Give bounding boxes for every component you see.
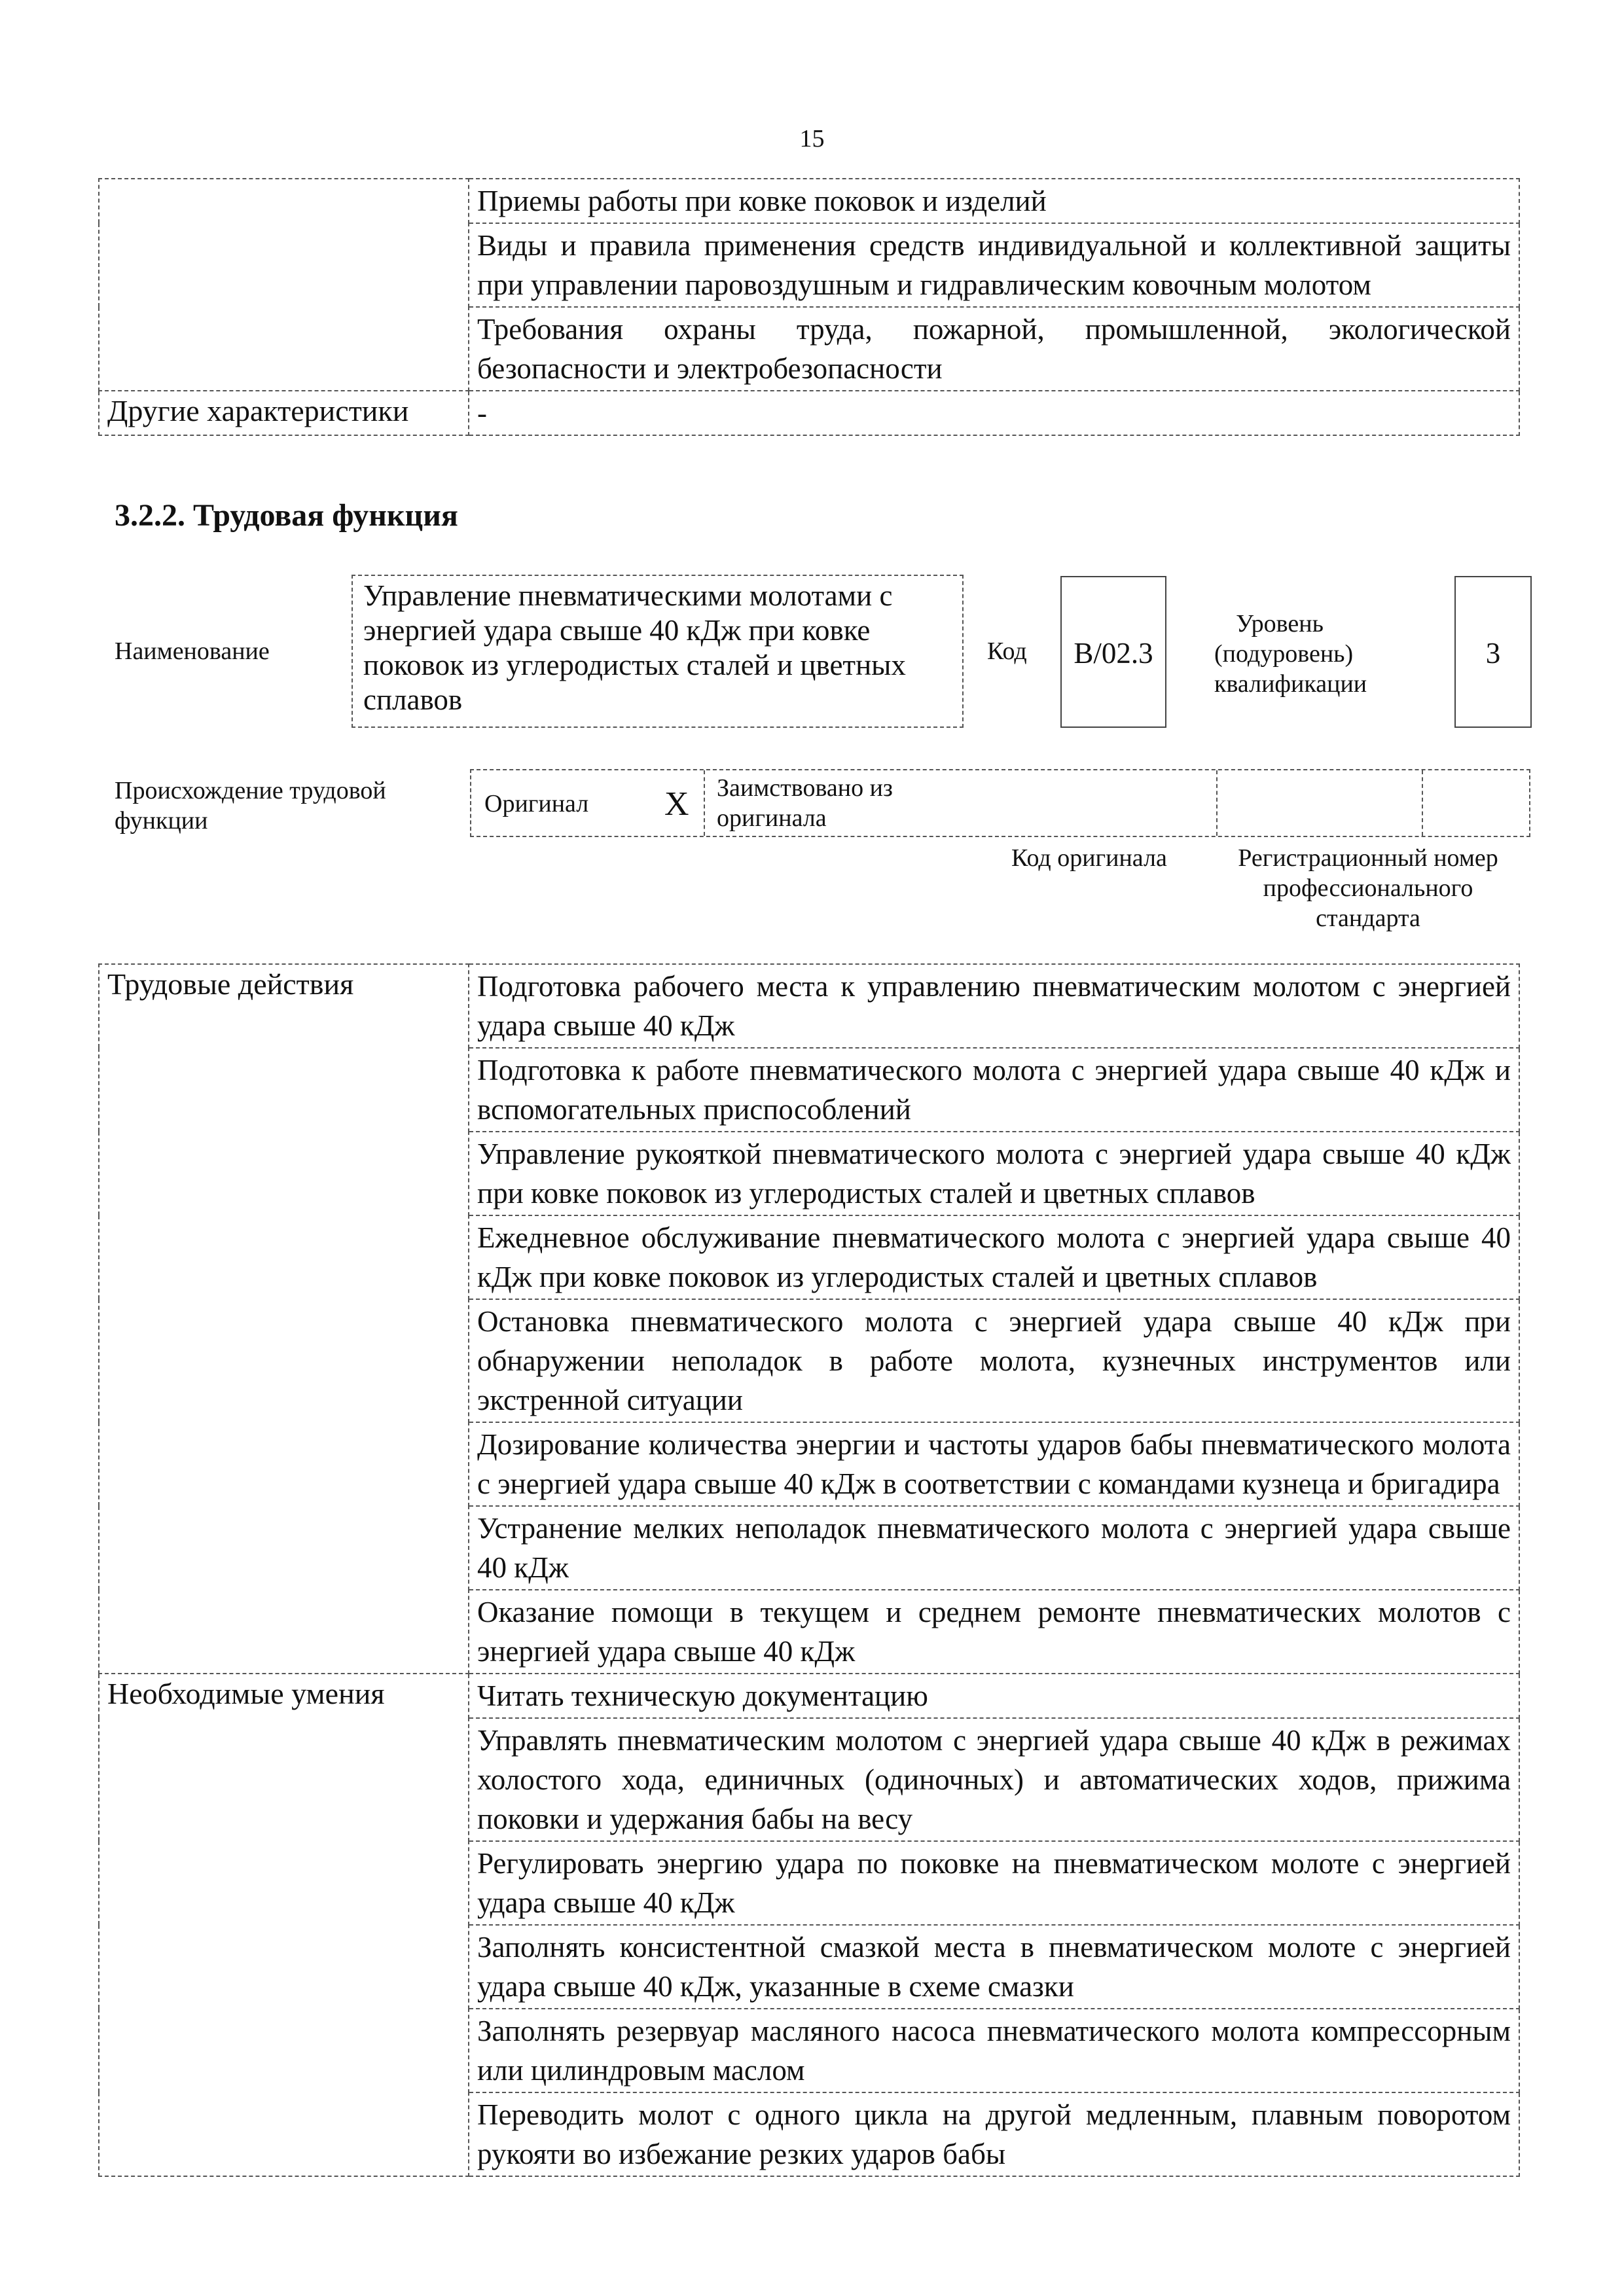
divider xyxy=(1216,770,1219,836)
borrowed-label: Заимствовано из оригинала xyxy=(717,774,893,832)
table-cell: Заполнять консистентной смазкой места в пневматическом молоте с энергией удара свыше 40 кДж, указанные в схеме смазки xyxy=(469,1925,1519,2009)
table-cell: Виды и правила применения средств индивидуальной и коллективной защиты при управлении паровоздушным и гидравлическим ковочным молотом xyxy=(469,223,1519,307)
table-cell: Подготовка к работе пневматического молота с энергией удара свыше 40 кДж и вспомогательных приспособлений xyxy=(469,1048,1519,1132)
code-original-caption: Код оригинала xyxy=(1011,844,1167,872)
function-name: Управление пневматическими молотами с энергией удара свыше 40 кДж при ковке поковок из углеродистых сталей и цветных сплавов xyxy=(363,579,906,716)
table-cell: Переводить молот с одного цикла на другой медленным, плавным поворотом рукояти во избежание резких ударов бабы xyxy=(469,2092,1519,2176)
name-label: Наименование xyxy=(115,637,270,665)
group-label: Необходимые умения xyxy=(99,1674,469,2176)
table-cell: Читать техническую документацию xyxy=(469,1674,1519,1718)
table-cell: Дозирование количества энергии и частоты ударов бабы пневматического молота с энергией удара свыше 40 кДж в соответствии с командами кузнеца и бригадира xyxy=(469,1422,1519,1506)
table-cell: Устранение мелких неполадок пневматического молота с энергией удара свыше 40 кДж xyxy=(469,1506,1519,1590)
table-cell: Приемы работы при ковке поковок и изделий xyxy=(469,179,1519,223)
level-label: Уровень (подуровень) квалификации xyxy=(1214,610,1367,698)
divider xyxy=(1422,770,1424,836)
code-label: Код xyxy=(987,637,1027,665)
reg-number-caption: Регистрационный номер профессионального стандарта xyxy=(1238,844,1498,932)
level-value: 3 xyxy=(1485,637,1501,670)
table-cell: Ежедневное обслуживание пневматического молота с энергией удара свыше 40 кДж при ковке поковок из углеродистых сталей и цветных сплавов xyxy=(469,1215,1519,1299)
function-name-box xyxy=(352,575,964,728)
function-code: B/02.3 xyxy=(1074,637,1153,670)
page-number: 15 xyxy=(799,125,825,152)
level-box xyxy=(1454,576,1532,728)
group-label: Трудовые действия xyxy=(99,964,469,1674)
function-code-box xyxy=(1060,576,1166,728)
table-cell: Заполнять резервуар масляного насоса пневматического молота компрессорным или цилиндровым маслом xyxy=(469,2009,1519,2092)
row-label: Другие характеристики xyxy=(99,391,469,435)
row-label-empty xyxy=(99,179,469,391)
table-row xyxy=(99,179,1519,223)
table-row xyxy=(99,391,1519,435)
section-heading: 3.2.2. Трудовая функция xyxy=(115,498,458,533)
table-cell: Требования охраны труда, пожарной, промышленной, экологической безопасности и электробезопасности xyxy=(469,307,1519,391)
table-row xyxy=(99,964,1519,1048)
table-cell: Управление рукояткой пневматического молота с энергией удара свыше 40 кДж при ковке поковок из углеродистых сталей и цветных сплавов xyxy=(469,1132,1519,1215)
table-cell: - xyxy=(469,391,1519,435)
origin-label: Происхождение трудовой функции xyxy=(115,777,386,834)
table-cell: Оказание помощи в текущем и среднем ремонте пневматических молотов с энергией удара свыше 40 кДж xyxy=(469,1590,1519,1674)
table-cell: Остановка пневматического молота с энергией удара свыше 40 кДж при обнаружении неполадок в работе молота, кузнечных инструментов или экстренной ситуации xyxy=(469,1299,1519,1422)
original-label: Оригинал xyxy=(484,790,589,817)
table-cell: Подготовка рабочего места к управлению пневматическим молотом с энергией удара свыше 40 кДж xyxy=(469,964,1519,1048)
table-row xyxy=(99,1674,1519,1718)
original-mark: X xyxy=(664,785,689,823)
origin-row xyxy=(470,769,1530,837)
divider xyxy=(704,770,706,836)
table-cell: Управлять пневматическим молотом с энергией удара свыше 40 кДж в режимах холостого хода, единичных (одиночных) и автоматических ходов, прижима поковки и удержания бабы на весу xyxy=(469,1718,1519,1841)
labor-function-table xyxy=(98,963,1520,2177)
table-cell: Регулировать энергию удара по поковке на пневматическом молоте с энергией удара свыше 40 кДж xyxy=(469,1841,1519,1925)
knowledge-table xyxy=(98,178,1520,436)
